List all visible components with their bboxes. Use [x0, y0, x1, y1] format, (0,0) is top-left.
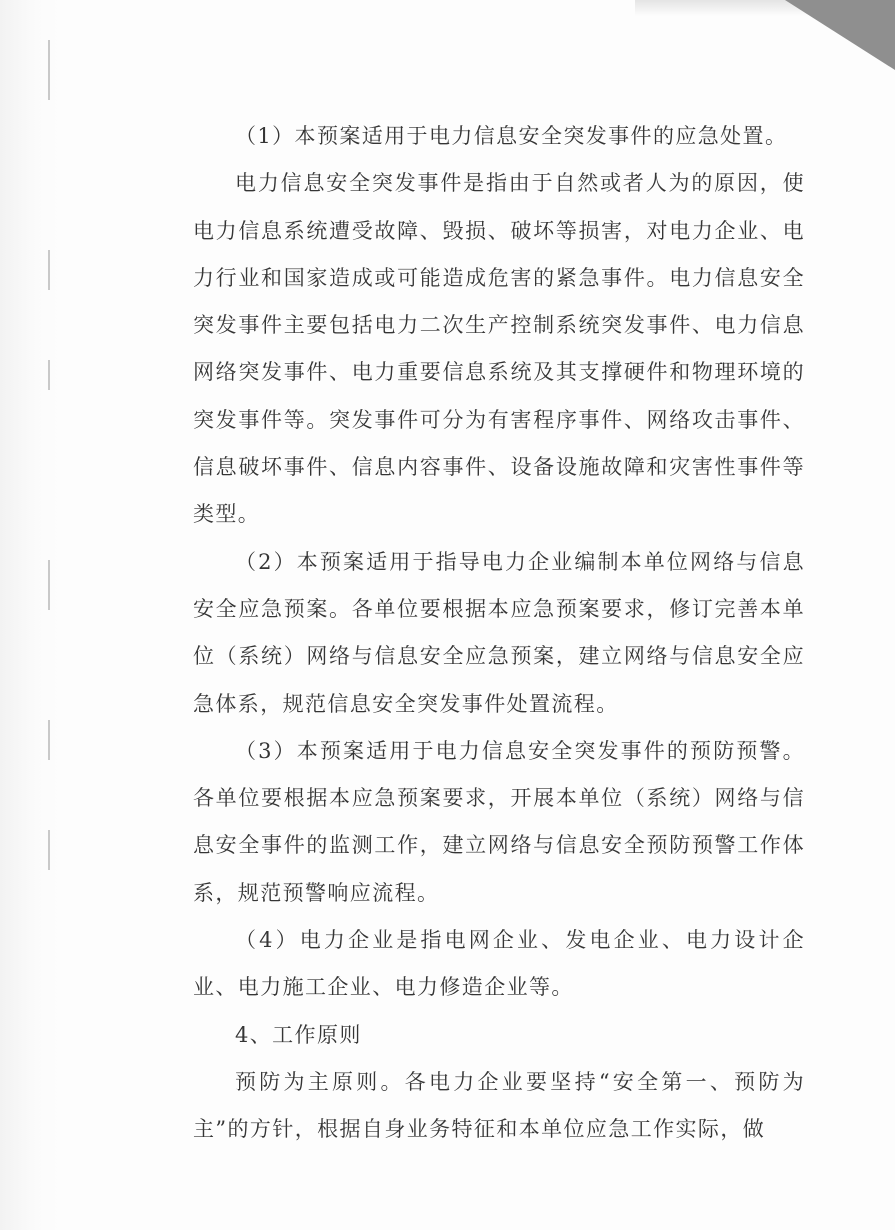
scan-left-edge — [0, 0, 60, 1230]
body-text — [193, 113, 805, 1154]
paragraph-definition: 电力信息安全突发事件是指由于自然或者人为的原因，使电力信息系统遭受故障、毁损、破坏等损害，对电力企业、电力行业和国家造成或可能造成危害的紧急事件。电力信息安全突发事件主要包括电力二次生产控制系统突发事件、电力信息网络突发事件、电力重要信息系统及其支撑硬件和物理环境的突发事件等。突发事件可分为有害程序事件、网络攻击事件、信息破坏事件、信息内容事件、设备设施故障和灾害性事件等类型。 — [193, 171, 805, 527]
section-heading: 4、工作原则 — [235, 1022, 362, 1047]
paragraph-principle: 预防为主原则。各电力企业要坚持“安全第一、预防为主”的方针，根据自身业务特征和本单位应急工作实际，做 — [193, 1069, 805, 1142]
binder-mark — [48, 250, 50, 290]
paragraph-scope-3: （3）本预案适用于电力信息安全突发事件的预防预警。各单位要根据本应急预案要求，开展本单位（系统）网络与信息安全事件的监测工作，建立网络与信息安全预防预警工作体系，规范预警响应流程。 — [193, 738, 805, 905]
folded-corner — [785, 0, 895, 70]
paragraph-scope-1: （1）本预案适用于电力信息安全突发事件的应急处置。 — [235, 124, 788, 148]
paragraph-scope-4: （4）电力企业是指电网企业、发电企业、电力设计企业、电力施工企业、电力修造企业等。 — [193, 928, 805, 1000]
binder-mark — [48, 720, 50, 760]
paragraph-scope-2: （2）本预案适用于指导电力企业编制本单位网络与信息安全应急预案。各单位要根据本应急预案要求，修订完善本单位（系统）网络与信息安全应急预案，建立网络与信息安全应急体系，规范信息安全突发事件处置流程。 — [193, 549, 805, 716]
binder-mark — [48, 40, 50, 100]
binder-mark — [48, 830, 50, 870]
binder-mark — [48, 360, 50, 390]
binder-mark — [48, 560, 50, 610]
